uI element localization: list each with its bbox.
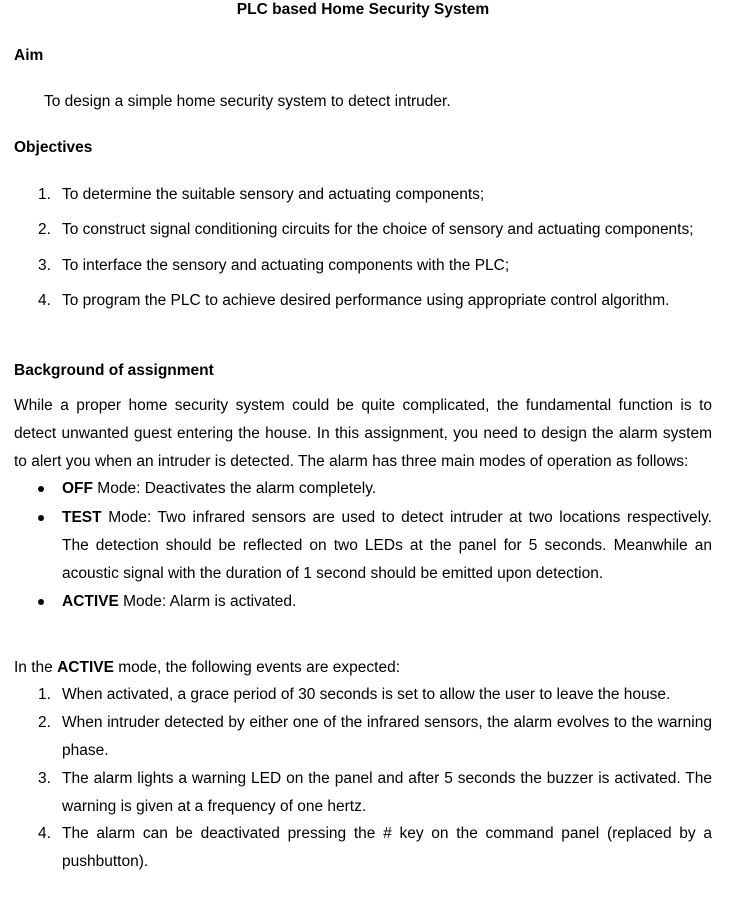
event-text — [62, 709, 712, 765]
event-text — [62, 820, 712, 876]
event-line: When intruder detected by either one of the infrared sensors, the alarm evolves to the warning — [62, 714, 712, 731]
bullet-icon — [38, 486, 44, 492]
event-line: warning is given at a frequency of one hertz. — [62, 798, 367, 815]
mode-text — [62, 588, 712, 616]
document-title: PLC based Home Security System — [236, 1, 490, 18]
objective-number: 1. — [38, 186, 51, 203]
background-line: detect unwanted guest entering the house. In this assignment, you need to design the alarm system — [14, 425, 712, 442]
objective-number: 2. — [38, 221, 51, 238]
objective-text: To interface the sensory and actuating components with the PLC; — [62, 257, 510, 274]
event-text — [62, 681, 712, 709]
event-text — [62, 765, 712, 821]
bullet-icon — [38, 599, 44, 605]
event-number: 2. — [38, 714, 51, 731]
objectives-heading: Objectives — [14, 139, 93, 156]
mode-line: acoustic signal with the duration of 1 second should be emitted upon detection. — [62, 565, 604, 582]
active-intro-bold: ACTIVE — [57, 659, 114, 676]
objective-text: To construct signal conditioning circuits for the choice of sensory and actuating components; — [62, 221, 694, 238]
mode-text — [62, 475, 712, 503]
event-line: When activated, a grace period of 30 seconds is set to allow the user to leave the house. — [62, 686, 671, 703]
mode-name: ACTIVE — [62, 593, 119, 610]
mode-name: OFF — [62, 480, 93, 497]
event-number: 4. — [38, 825, 51, 842]
objective-text: To determine the suitable sensory and actuating components; — [62, 186, 485, 203]
aim-heading: Aim — [14, 47, 44, 64]
background-heading: Background of assignment — [14, 362, 214, 379]
background-line: to alert you when an intruder is detected. The alarm has three main modes of operation as follows: — [14, 453, 689, 470]
mode-line: The detection should be reflected on two LEDs at the panel for 5 seconds. Meanwhile an — [62, 537, 712, 554]
aim-text: To design a simple home security system to detect intruder. — [44, 93, 451, 110]
active-intro-prefix: In the — [14, 659, 58, 676]
event-line: The alarm lights a warning LED on the panel and after 5 seconds the buzzer is activated. The — [62, 770, 712, 787]
mode-text — [62, 504, 712, 588]
active-intro-suffix: mode, the following events are expected: — [113, 659, 400, 676]
event-line: The alarm can be deactivated pressing the # key on the command panel (replaced by a — [62, 825, 712, 842]
mode-description: Mode: Two infrared sensors are used to detect intruder at two locations respectively. — [101, 509, 712, 526]
objective-number: 3. — [38, 257, 51, 274]
event-line: pushbutton). — [62, 853, 149, 870]
event-number: 3. — [38, 770, 51, 787]
mode-name: TEST — [62, 509, 102, 526]
objective-number: 4. — [38, 292, 51, 309]
mode-line — [62, 504, 712, 532]
event-number: 1. — [38, 686, 51, 703]
event-line: phase. — [62, 742, 109, 759]
background-line: While a proper home security system could be quite complicated, the fundamental function is to — [14, 397, 712, 414]
active-intro — [14, 658, 400, 678]
bullet-icon — [38, 515, 44, 521]
objective-text: To program the PLC to achieve desired performance using appropriate control algorithm. — [62, 292, 670, 309]
mode-description: Mode: Alarm is activated. — [118, 593, 297, 610]
mode-description: Mode: Deactivates the alarm completely. — [93, 480, 377, 497]
background-paragraph — [14, 392, 712, 476]
